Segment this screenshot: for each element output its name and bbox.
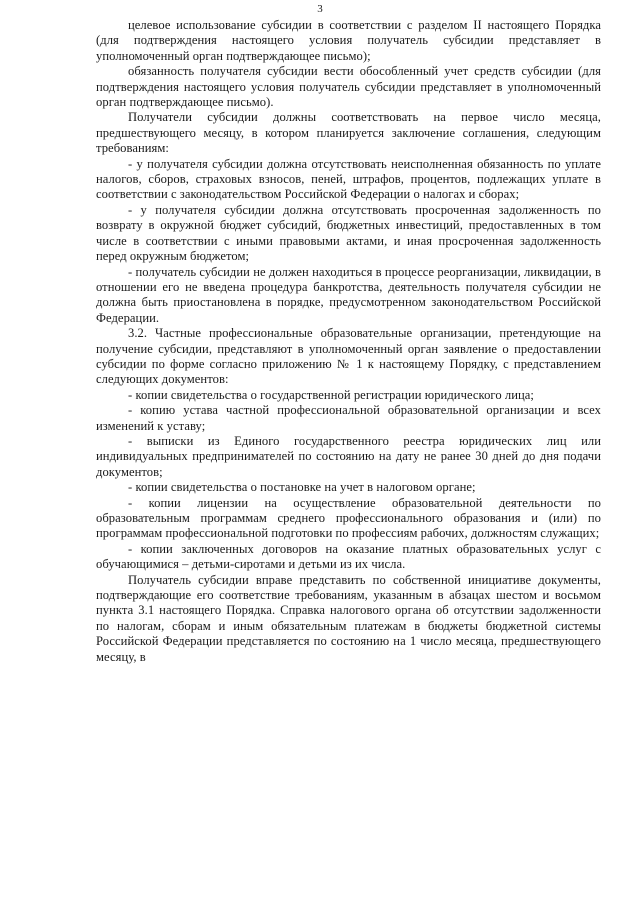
paragraph-no-overdue-debt: - у получателя субсидии должна отсутствовать просроченная задолженность по возврату в окружной бюджет субсидий, бюджетных инвестиций, предоставленных в том числе в соответствии с иными правовыми актами, и иная просроченная задолженность перед окружным бюджетом; — [96, 202, 601, 264]
paragraph-contracts-copy: - копии заключенных договоров на оказание платных образовательных услуг с обучающимися – детьми-сиротами и детьми из их числа. — [96, 541, 601, 572]
paragraph-separate-accounting: обязанность получателя субсидии вести обособленный учет средств субсидии (для подтверждения настоящего условия получатель субсидии представляет в уполномоченный орган подтверждающее письмо). — [96, 64, 601, 110]
document-body — [96, 18, 601, 665]
paragraph-requirements-intro: Получатели субсидии должны соответствовать на первое число месяца, предшествующего месяцу, в котором планируется заключение соглашения, следующим требованиям: — [96, 110, 601, 156]
paragraph-own-initiative: Получатель субсидии вправе представить по собственной инициативе документы, подтверждающие его соответствие требованиям, указанным в абзацах шестом и восьмом пункта 3.1 настоящего Порядка. Справка налогового органа об отсутствии задолженности по налогам, сборам и иным обязательным платежам в бюджеты бюджетной системы Российской Федерации представляется по состоянию на 1 число месяца, предшествующего месяцу, в — [96, 572, 601, 664]
paragraph-registration-certificate: - копии свидетельства о государственной регистрации юридического лица; — [128, 387, 534, 402]
paragraph-license-copy: - копии лицензии на осуществление образовательной деятельности по образовательным программам среднего профессионального образования и (или) по программам профессиональной подготовки по профессиям рабочих, должностям служащих; — [96, 495, 601, 541]
paragraph-no-reorganization: - получатель субсидии не должен находиться в процессе реорганизации, ликвидации, в отношении его не введена процедура банкротства, деятельность получателя субсидии не должна быть приостановлена в порядке, предусмотренном законодательством Российской Федерации. — [96, 264, 601, 325]
paragraph-no-tax-debt: - у получателя субсидии должна отсутствовать неисполненная обязанность по уплате налогов, сборов, страховых взносов, пеней, штрафов, процентов, подлежащих уплате в соответствии с законодательством Российской Федерации о налогах и сборах; — [96, 156, 601, 202]
paragraph-tax-registration: - копии свидетельства о постановке на учет в налоговом органе; — [128, 480, 476, 495]
paragraph-3-2-application: 3.2. Частные профессиональные образовательные организации, претендующие на получение субсидии, представляют в уполномоченный орган заявление о предоставлении субсидии по форме согласно приложению № 1 к настоящему Порядку, с представлением следующих документов: — [96, 326, 601, 387]
paragraph-registry-extract: - выписки из Единого государственного реестра юридических лиц или индивидуальных предпринимателей по состоянию на дату не ранее 30 дней до дня подачи документов; — [96, 433, 601, 479]
page-number: 3 — [317, 3, 323, 15]
paragraph-charter-copy: - копию устава частной профессиональной образовательной организации и всех изменений к уставу; — [96, 403, 601, 433]
paragraph-target-use: целевое использование субсидии в соответствии с разделом II настоящего Порядка (для подтверждения настоящего условия получатель субсидии представляет в уполномоченный орган подтверждающее письмо); — [96, 18, 601, 63]
